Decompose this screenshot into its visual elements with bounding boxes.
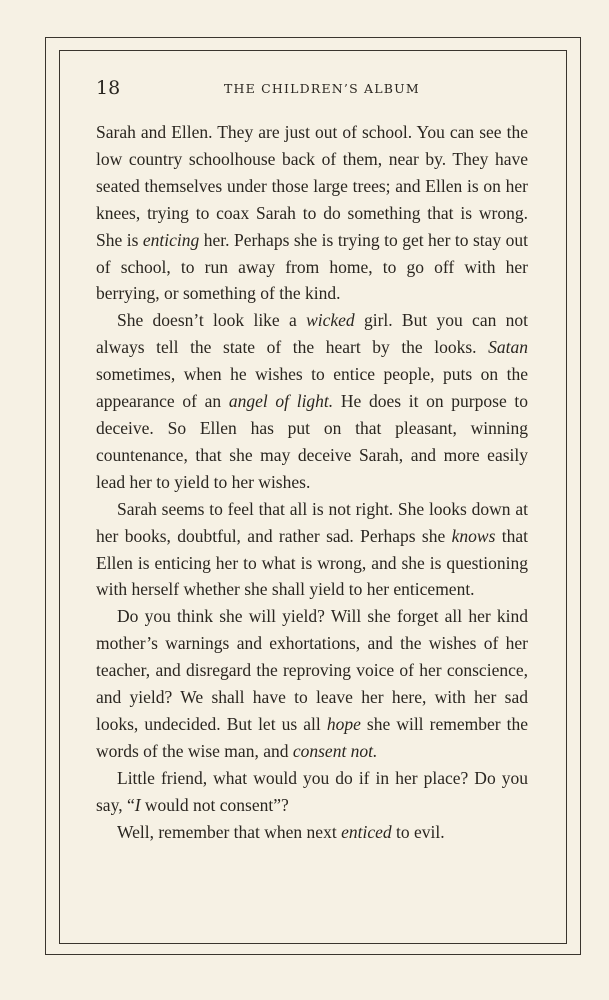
italic-run: consent not. xyxy=(292,740,378,761)
paragraph xyxy=(96,119,528,307)
italic-run: enticed xyxy=(341,821,392,842)
text-run: Do you think she will yield? Will she forget all her kind mother’s warnings and exhortations, and the wishes of her teacher, and disregard the reproving voice of her conscience, and yield? We shall have to leave her here, with her sad looks, undecided. But let us all xyxy=(96,606,528,734)
paragraph xyxy=(96,819,528,846)
page-number: 18 xyxy=(96,77,121,99)
text-run: He does it on purpose to deceive. So Ellen has put on that pleasant, winning countenance, that she may deceive Sarah, and more easily lead her to yield to her wishes. xyxy=(96,391,529,492)
text-run: to evil. xyxy=(391,821,445,842)
text-run: her. Perhaps she is trying to get her to stay out of school, to run away from home, to go off with her berrying, or something of the kind. xyxy=(96,229,528,304)
text-run: sometimes, when he wishes to entice people, puts on the appearance of an xyxy=(96,364,528,412)
italic-run: hope xyxy=(326,713,361,734)
running-head: THE CHILDREN’S ALBUM xyxy=(224,81,420,96)
text-run: that Ellen is enticing her to what is wrong, and she is questioning with herself whether she shall yield to her enticement. xyxy=(96,525,528,600)
body-text xyxy=(96,119,528,845)
italic-run: I xyxy=(134,794,141,815)
text-run: Well, remember that when next xyxy=(117,821,342,842)
italic-run: Satan xyxy=(488,337,528,358)
page-header xyxy=(96,76,528,100)
italic-run: enticing xyxy=(142,229,200,250)
text-run: Sarah seems to feel that all is not right. She looks down at her books, doubtful, and rather sad. Perhaps she xyxy=(96,498,528,546)
text-run: She doesn’t look like a xyxy=(117,310,307,331)
text-run: girl. But you can not always tell the state of the heart by the looks. xyxy=(96,310,528,358)
text-run: Little friend, what would you do if in her place? Do you say, “ xyxy=(96,767,528,815)
paragraph xyxy=(96,496,528,604)
paragraph xyxy=(96,603,528,764)
paragraph xyxy=(96,765,528,819)
italic-run: angel of light. xyxy=(228,391,334,412)
text-run: Sarah and Ellen. They are just out of school. You can see the low country schoolhouse back of them, near by. They have seated themselves under those large trees; and Ellen is on her knees, trying to coax Sarah to do something that is wrong. She is xyxy=(96,122,528,250)
italic-run: wicked xyxy=(306,310,355,331)
text-run: she will remember the words of the wise man, and xyxy=(96,713,528,761)
italic-run: knows xyxy=(451,525,496,546)
text-run: would not consent”? xyxy=(140,794,289,815)
paragraph xyxy=(96,307,528,495)
